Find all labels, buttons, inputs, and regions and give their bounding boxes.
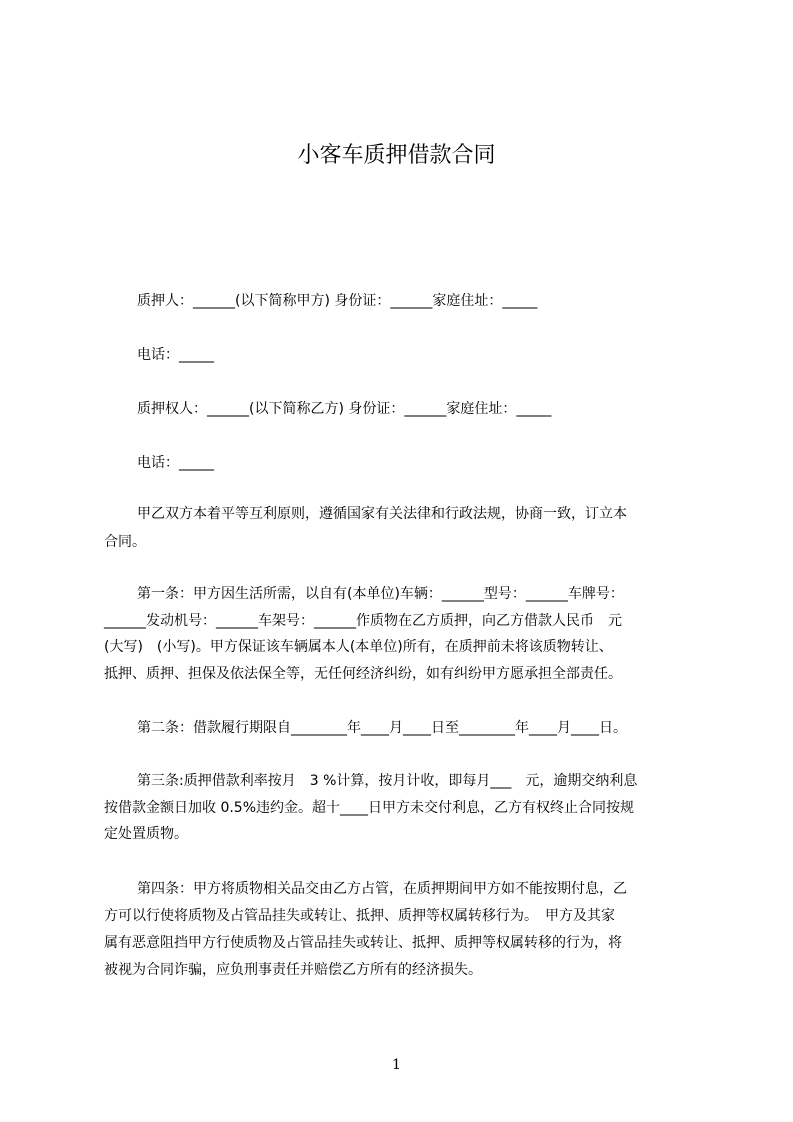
article3-line-3: 定处置质物。	[104, 826, 188, 842]
article4-line-4: 被视为合同诈骗，应负刑事责任并赔偿乙方所有的经济损失。	[104, 962, 482, 978]
page-number: 1	[392, 1057, 401, 1073]
article4-line-2: 方可以行使将质物及占管品挂失或转让、抵押、质押等权属转移行为。 甲方及其家	[104, 908, 615, 924]
pledgor-phone: 电话：_____	[137, 347, 214, 363]
preamble-line-2: 合同。	[104, 534, 146, 550]
article3-line-2: 按借款金额日加收 0.5%违约金。超十____日甲方未交付利息，乙方有权终止合同按规	[104, 800, 635, 816]
article4-line-1: 第四条：甲方将质物相关品交由乙方占管，在质押期间甲方如不能按期付息，乙	[137, 881, 627, 897]
article1-line-4: 抵押、质押、担保及依法保全等，无任何经济纠纷，如有纠纷甲方愿承担全部责任。	[104, 666, 622, 682]
article1-line-3: (大写) (小写)。甲方保证该车辆属本人(本单位)所有，在质押前未将该质物转让、	[104, 639, 613, 655]
article2-line-1: 第二条：借款履行期限自________年____月____日至________年____月____日。	[137, 720, 627, 736]
pledgee-line: 质押权人：______(以下简称乙方) 身份证：______家庭住址：_____	[137, 401, 552, 417]
article1-line-1: 第一条：甲方因生活所需，以自有(本单位)车辆：______型号：______车牌号：	[137, 586, 624, 602]
article3-line-1: 第三条:质押借款利率按月 3 %计算，按月计收，即每月___ 元，逾期交纳利息	[137, 773, 638, 789]
article4-line-3: 属有恶意阻挡甲方行使质物及占管品挂失或转让、抵押、质押等权属转移的行为，将	[104, 935, 622, 951]
document-title: 小客车质押借款合同	[297, 143, 496, 168]
pledgee-phone: 电话：_____	[137, 455, 214, 471]
pledgor-line: 质押人：______(以下简称甲方) 身份证：______家庭住址：_____	[137, 293, 538, 309]
article1-line-2: ______发动机号：______车架号：______作质物在乙方质押，向乙方借款人民币 元	[104, 613, 622, 629]
preamble-line-1: 甲乙双方本着平等互利原则，遵循国家有关法律和行政法规，协商一致，订立本	[137, 506, 627, 522]
